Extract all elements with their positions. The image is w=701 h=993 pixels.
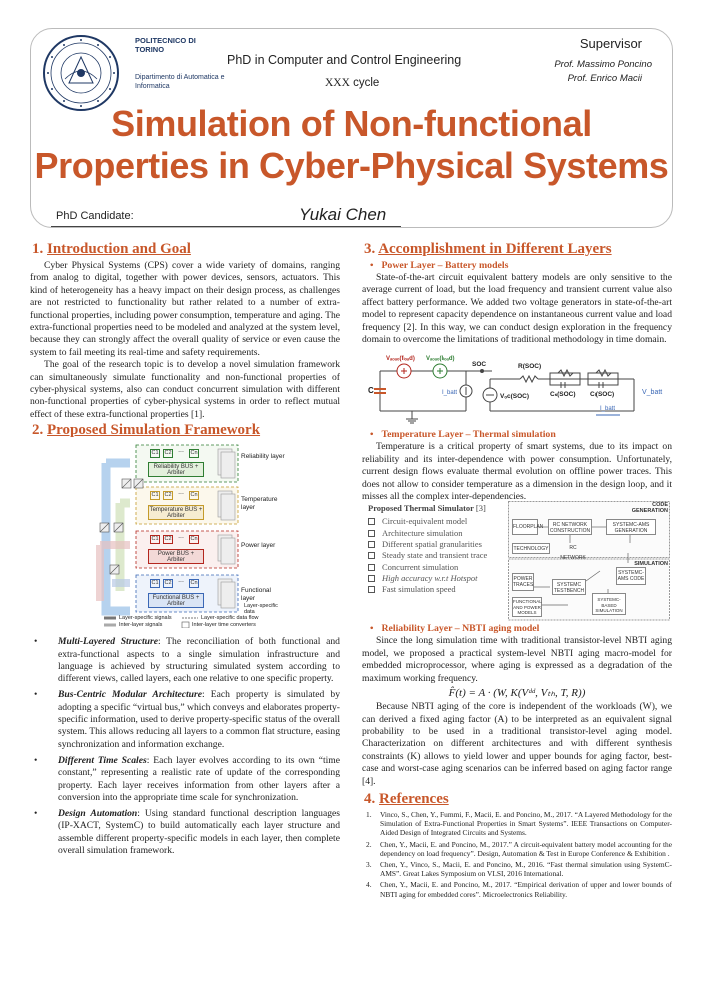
list-item: • Multi-Layered Structure: The reconciliation of both functional and extra-functional aspects to a single simulation infrastructure and language is achieved by structuring simulated system according to different views, called layers, each one relative to one specific property. <box>34 636 340 685</box>
bullet-text: : The reconciliation of both functional and extra-functional aspects to a single simulation infrastructure and language is achieved by structuring simulated system according to different views, called layers, each one relative to one specific property. <box>58 636 340 685</box>
item-text: High accuracy w.r.t Hotspot <box>382 572 478 583</box>
list-item: • Bus-Centric Modular Architecture: Each property is simulated by adopting a specific “virtual bus,” which conveys and elaborates property-specific information, used to derive property-specific status of the overall system. This allows reducing all layers to a common flat structure, easing synchronization and information exchange. <box>34 689 340 750</box>
checkbox-icon <box>368 564 375 571</box>
thermal-list-title <box>368 503 508 513</box>
supervisor-name: Prof. Enrico Macii <box>567 73 642 84</box>
section-number: 4. <box>364 790 376 807</box>
item-text: Different spatial granularities <box>382 539 482 550</box>
poster-title <box>31 103 672 187</box>
component-cell: C1 <box>151 450 159 457</box>
item-text: Fast simulation speed <box>382 584 456 595</box>
reference-item <box>362 880 672 898</box>
section-heading-accomplishment <box>364 241 672 258</box>
goal-paragraph: The goal of the research topic is to develop a novel simulation framework can simultaneously simulate functionality and non-functional properties of cyber-physical systems, also can conduct concurrent simulation with different non-functional properties of cyber-physical systems in order to reflect mutual effect of these extra-functional properties [1]. <box>30 359 340 420</box>
candidate-underline <box>51 226 401 227</box>
section-heading-introduction <box>32 241 340 258</box>
temperature-layer-heading: • Temperature Layer – Thermal simulation <box>370 429 556 441</box>
code-generation-label: CODE GENERATION <box>631 502 668 515</box>
bullet-lead: Multi-Layered Structure <box>58 636 159 648</box>
reference-text: Chen, Y., Macii, E. and Poncino, M., 2017.” A circuit-equivalent battery model accounting for the dependency on load frequency”. Design, Automation & Test in Europe Conference & Exhibition . <box>380 839 672 858</box>
university-seal-icon <box>41 33 121 113</box>
supervisor-label: Supervisor <box>579 36 642 51</box>
item-text: Architecture simulation <box>382 527 463 538</box>
item-text: Concurrent simulation <box>382 561 459 572</box>
cycle-label <box>325 77 379 89</box>
open-circuit-voltage-label: Vₒc(SOC) <box>500 393 530 401</box>
title-line: Properties in Cyber-Physical Systems <box>34 145 669 186</box>
reference-number: 3. <box>366 859 372 869</box>
systemc-simulation-block: SYSTEMC-BASED SIMULATION <box>592 593 626 615</box>
power-bus: Power BUS + Arbiter <box>148 549 204 564</box>
component-cell: Cn <box>190 450 198 457</box>
checkbox-icon <box>368 586 375 593</box>
right-column <box>362 240 672 901</box>
component-cell: Cn <box>190 492 198 499</box>
department-name: Dipartimento di Automatica e Informatica <box>135 74 225 90</box>
checkbox-icon <box>368 541 375 548</box>
list-item: • Different Time Scales: Each layer evolves according to its own “time constant,” representing a realistic rate of update of the corresponding property. Each layer receives information from other layers after a conversion into the appropriate time scale for synchronization. <box>34 754 341 803</box>
functional-bus: Functional BUS + Arbiter <box>148 593 204 608</box>
section-number: 1. <box>32 241 44 257</box>
component-cell: C1 <box>151 536 159 543</box>
bullet-lead: Design Automation <box>58 808 138 820</box>
nbti-result-paragraph: Because NBTI aging of the core is independent of the workloads (W), we can derived a fixed aging factor (A) to be interpreted as an equivalent signal probability to be used in a traditional transistor-level aging model. Characterization on different architectures and with different synthesis constraints (K) allows to yield lower and upper bounds for aging factor, best-case and worst-case aging scenarios can be inferred based on aging factor range [4]. <box>362 701 672 787</box>
reference-item <box>362 840 672 858</box>
battery-circuit-diagram <box>362 349 672 427</box>
temperature-bus: Temperature BUS + Arbiter <box>149 507 203 520</box>
list-item <box>368 516 508 527</box>
rc-network-label: RC NETWORK <box>560 545 586 562</box>
reliability-layer-heading: • Reliability Layer – NBTI aging model <box>370 623 540 635</box>
component-cell: C2 <box>164 492 172 499</box>
battery-current-label: I_batt <box>442 390 458 397</box>
list-item <box>368 562 508 573</box>
checkbox-icon <box>368 518 375 525</box>
cycle-number: XXX <box>325 77 350 89</box>
component-cell: C1 <box>151 580 159 587</box>
reference-item <box>362 810 672 838</box>
load-current-label: I_batt <box>600 406 616 413</box>
checkbox-icon <box>368 575 375 582</box>
thermal-paragraph: Temperature is a critical property of smart systems, due to its impact on reliability and its inter-dependence with power consumption. Unfortunately, current design flows evaluate thermal evolution on offline power traces. This does not allow to consider temperature as a dimension in the design loop, and it misses all the complex inter-dependencies. <box>362 441 672 503</box>
power-layer-label: Power layer <box>241 542 276 550</box>
short-rc-label: Cₛ(SOC) <box>550 391 576 399</box>
list-item <box>368 539 508 550</box>
reference-number: 4. <box>366 880 372 890</box>
checkbox-icon <box>368 530 375 537</box>
capacitor-label: C <box>368 386 374 396</box>
reference-item <box>362 860 672 878</box>
component-cell: Cn <box>190 536 198 543</box>
thermal-feature-list <box>368 503 508 595</box>
rc-construction-block: RC NETWORK CONSTRUCTION <box>548 519 592 535</box>
thermal-simulator-panel <box>362 503 672 621</box>
component-cell: C2 <box>164 580 172 587</box>
bullet-text: : Using standard functional description languages (IP-XACT, SystemC) to build automatically each layer structure and assemble different property-specific models in each layer, then complete overall simulation framework. <box>58 808 341 857</box>
component-cell: C1 <box>151 492 159 499</box>
component-cell: Cn <box>190 580 198 587</box>
battery-paragraph: State-of-the-art circuit equivalent battery models are only sensitive to the average current of load, but the load frequency and transient current value also affect battery performance. We added two voltage generators in state-of-the-art model to represent capacity dependence on instantaneous current value and load frequency [2]. In this way, we can conduct design exploration in the frequency domain to overcome the limitations of traditional methodology in time domain. <box>362 272 672 346</box>
component-cell: C2 <box>164 450 172 457</box>
poster-header <box>30 28 673 228</box>
power-layer-heading: • Power Layer – Battery models <box>370 260 509 271</box>
reference-list <box>362 810 672 899</box>
subheading-text: Reliability Layer – NBTI aging model <box>381 623 540 635</box>
candidate-name: Yukai Chen <box>299 205 387 224</box>
item-text: Steady state and transient trace <box>382 550 488 561</box>
nbti-paragraph: Since the long simulation time with traditional transistor-level NBTI aging model, we proposed a practical system-level NBTI aging macro-model for embedded microprocessor, where aging is expressed as a degradation of the maximum working frequency. <box>362 635 672 684</box>
list-item <box>368 550 508 561</box>
institution-name: POLITECNICO DI TORINO <box>135 36 196 54</box>
battery-voltage-label: V_batt <box>642 389 663 397</box>
left-column <box>30 240 340 861</box>
supervisor-name: Prof. Massimo Poncino <box>554 59 652 70</box>
component-ellipsis: ... <box>178 489 184 497</box>
section-title: References <box>379 790 449 807</box>
testbench-block: SYSTEMC TESTBENCH <box>552 579 586 595</box>
bullet-lead: Bus-Centric Modular Architecture <box>58 689 202 701</box>
reference-number: 1. <box>366 809 372 819</box>
list-item <box>368 528 508 539</box>
framework-diagram <box>30 441 340 628</box>
reliability-layer-label: Reliability layer <box>241 453 285 461</box>
bullet-lead: Different Time Scales <box>58 754 147 766</box>
item-text: Circuit-equivalent model <box>382 516 468 527</box>
candidate-label: PhD Candidate: <box>56 210 134 222</box>
citation: [3] <box>475 503 486 514</box>
soc-label: SOC <box>472 361 487 369</box>
component-ellipsis: ... <box>178 447 184 455</box>
aging-equation: F̂(t) = A · (W, K(Vᵈᵈ, Vₜₕ, T, R)) <box>448 687 586 700</box>
title-line: Simulation of Non-functional <box>111 103 592 144</box>
component-ellipsis: ... <box>178 577 184 585</box>
list-item <box>368 584 508 595</box>
power-traces-block: POWER TRACES <box>512 573 534 591</box>
legend-item: Inter-layer time converters <box>192 622 256 629</box>
bullet-text: : Each property is simulated by adopting a specific “virtual bus,” which conveys and elaborates property-specific information, used to derive property-specific status of the overall system. This allows reducing all layers to a common flat structure, easing synchronization and information exchange. <box>58 689 340 750</box>
list-title-text: Proposed Thermal Simulator <box>368 503 474 514</box>
program-name: PhD in Computer and Control Engineering <box>227 53 462 67</box>
ams-code-block: SYSTEMC-AMS CODE <box>616 567 646 585</box>
systemc-generation-block: SYSTEMC-AMS GENERATION <box>606 519 656 535</box>
simulation-label: SIMULATION <box>634 561 668 568</box>
reference-text: Chen, Y., Vinco, S., Macii, E. and Poncino, M., 2016. “Fast thermal simulation using SystemC-AMS”. Great Lakes Symposium on VLSI, 2016 International. <box>380 859 672 879</box>
component-ellipsis: ... <box>178 533 184 541</box>
component-cell: C2 <box>164 536 172 543</box>
reference-text: Chen, Y., Macii, E. and Poncino, M., 2017. “Empirical derivation of upper and lower bounds of NBTI aging for embedded cores”. Microelectronics Reliability. <box>380 880 672 899</box>
voltage-source-freq-label: Vₐₒₐₒ(fₗₒₐd) <box>386 356 415 363</box>
technology-block: TECHNOLOGY <box>512 543 550 554</box>
functional-layer-label: Functional layer <box>241 587 271 603</box>
legend-item: Layer-specific data flow <box>201 615 259 622</box>
series-resistance-label: R(SOC) <box>518 363 542 371</box>
bullet-text: : Each layer evolves according to its own “time constant,” representing a realistic rate of update of the corresponding property. Each layer receives information from other layers after a conversion into the appropriate time scale for synchronization. <box>58 754 341 803</box>
section-number: 2. <box>32 422 44 439</box>
section-heading-references <box>364 791 672 808</box>
section-title: Introduction and Goal <box>47 241 191 257</box>
legend-item: Inter-layer signals <box>119 622 163 629</box>
legend-item: Layer-specific signals <box>119 615 172 622</box>
section-heading-framework <box>32 422 340 439</box>
reliability-bus: Reliability BUS + Arbiter <box>148 462 204 477</box>
section-title: Accomplishment in Different Layers <box>378 241 612 257</box>
layer-data-label: Layer-specific data <box>244 603 278 616</box>
subheading-text: Temperature Layer – Thermal simulation <box>381 429 556 441</box>
section-number: 3. <box>364 241 376 257</box>
floorplan-block: FLOORPLAN <box>512 519 538 535</box>
list-item: • Design Automation: Using standard functional description languages (IP-XACT, SystemC) to build automatically each layer structure and assemble different property-specific models in each layer, then complete overall simulation framework. <box>34 808 341 857</box>
cycle-word: cycle <box>353 77 380 89</box>
subheading-text: Power Layer – Battery models <box>381 260 509 271</box>
section-title: Proposed Simulation Framework <box>47 422 261 439</box>
checkbox-icon <box>368 552 375 559</box>
reference-number: 2. <box>366 839 372 849</box>
list-item <box>368 573 508 584</box>
reference-text: Vinco, S., Chen, Y., Fummi, F., Macii, E. and Poncino, M., 2017. “A Layered Methodology for the Simulation of Extra-Functional Properties in Smart Systems”. IEEE Transactions on Computer-Aided Design of Integrated Circuits and Systems. <box>380 809 672 838</box>
temperature-layer-label: Temperature layer <box>241 496 278 512</box>
voltage-source-current-label: Vₐₒₐₒ(Iₗₒₐd) <box>426 356 455 363</box>
framework-bullet-list <box>30 636 340 857</box>
long-rc-label: Cₗ(SOC) <box>590 391 615 399</box>
thermal-flow-diagram <box>508 501 670 621</box>
functional-models-block: FUNCTIONAL AND POWER MODELS <box>513 599 542 616</box>
intro-paragraph: Cyber Physical Systems (CPS) cover a wide variety of domains, ranging from analog to digital, together with power devices, sensors, actuators. This kind of heterogeneity has a heavy impact on their design process, as challenges are not restricted to functionality but rather related to a number of extra-functional properties, including power consumption, temperature and aging. The extra-functional properties need to be modeled and analyzed at the system level, because they can strongly affect the overall quality of service or even cause the system to fail meeting its real-time and safety requirements. <box>30 260 340 358</box>
